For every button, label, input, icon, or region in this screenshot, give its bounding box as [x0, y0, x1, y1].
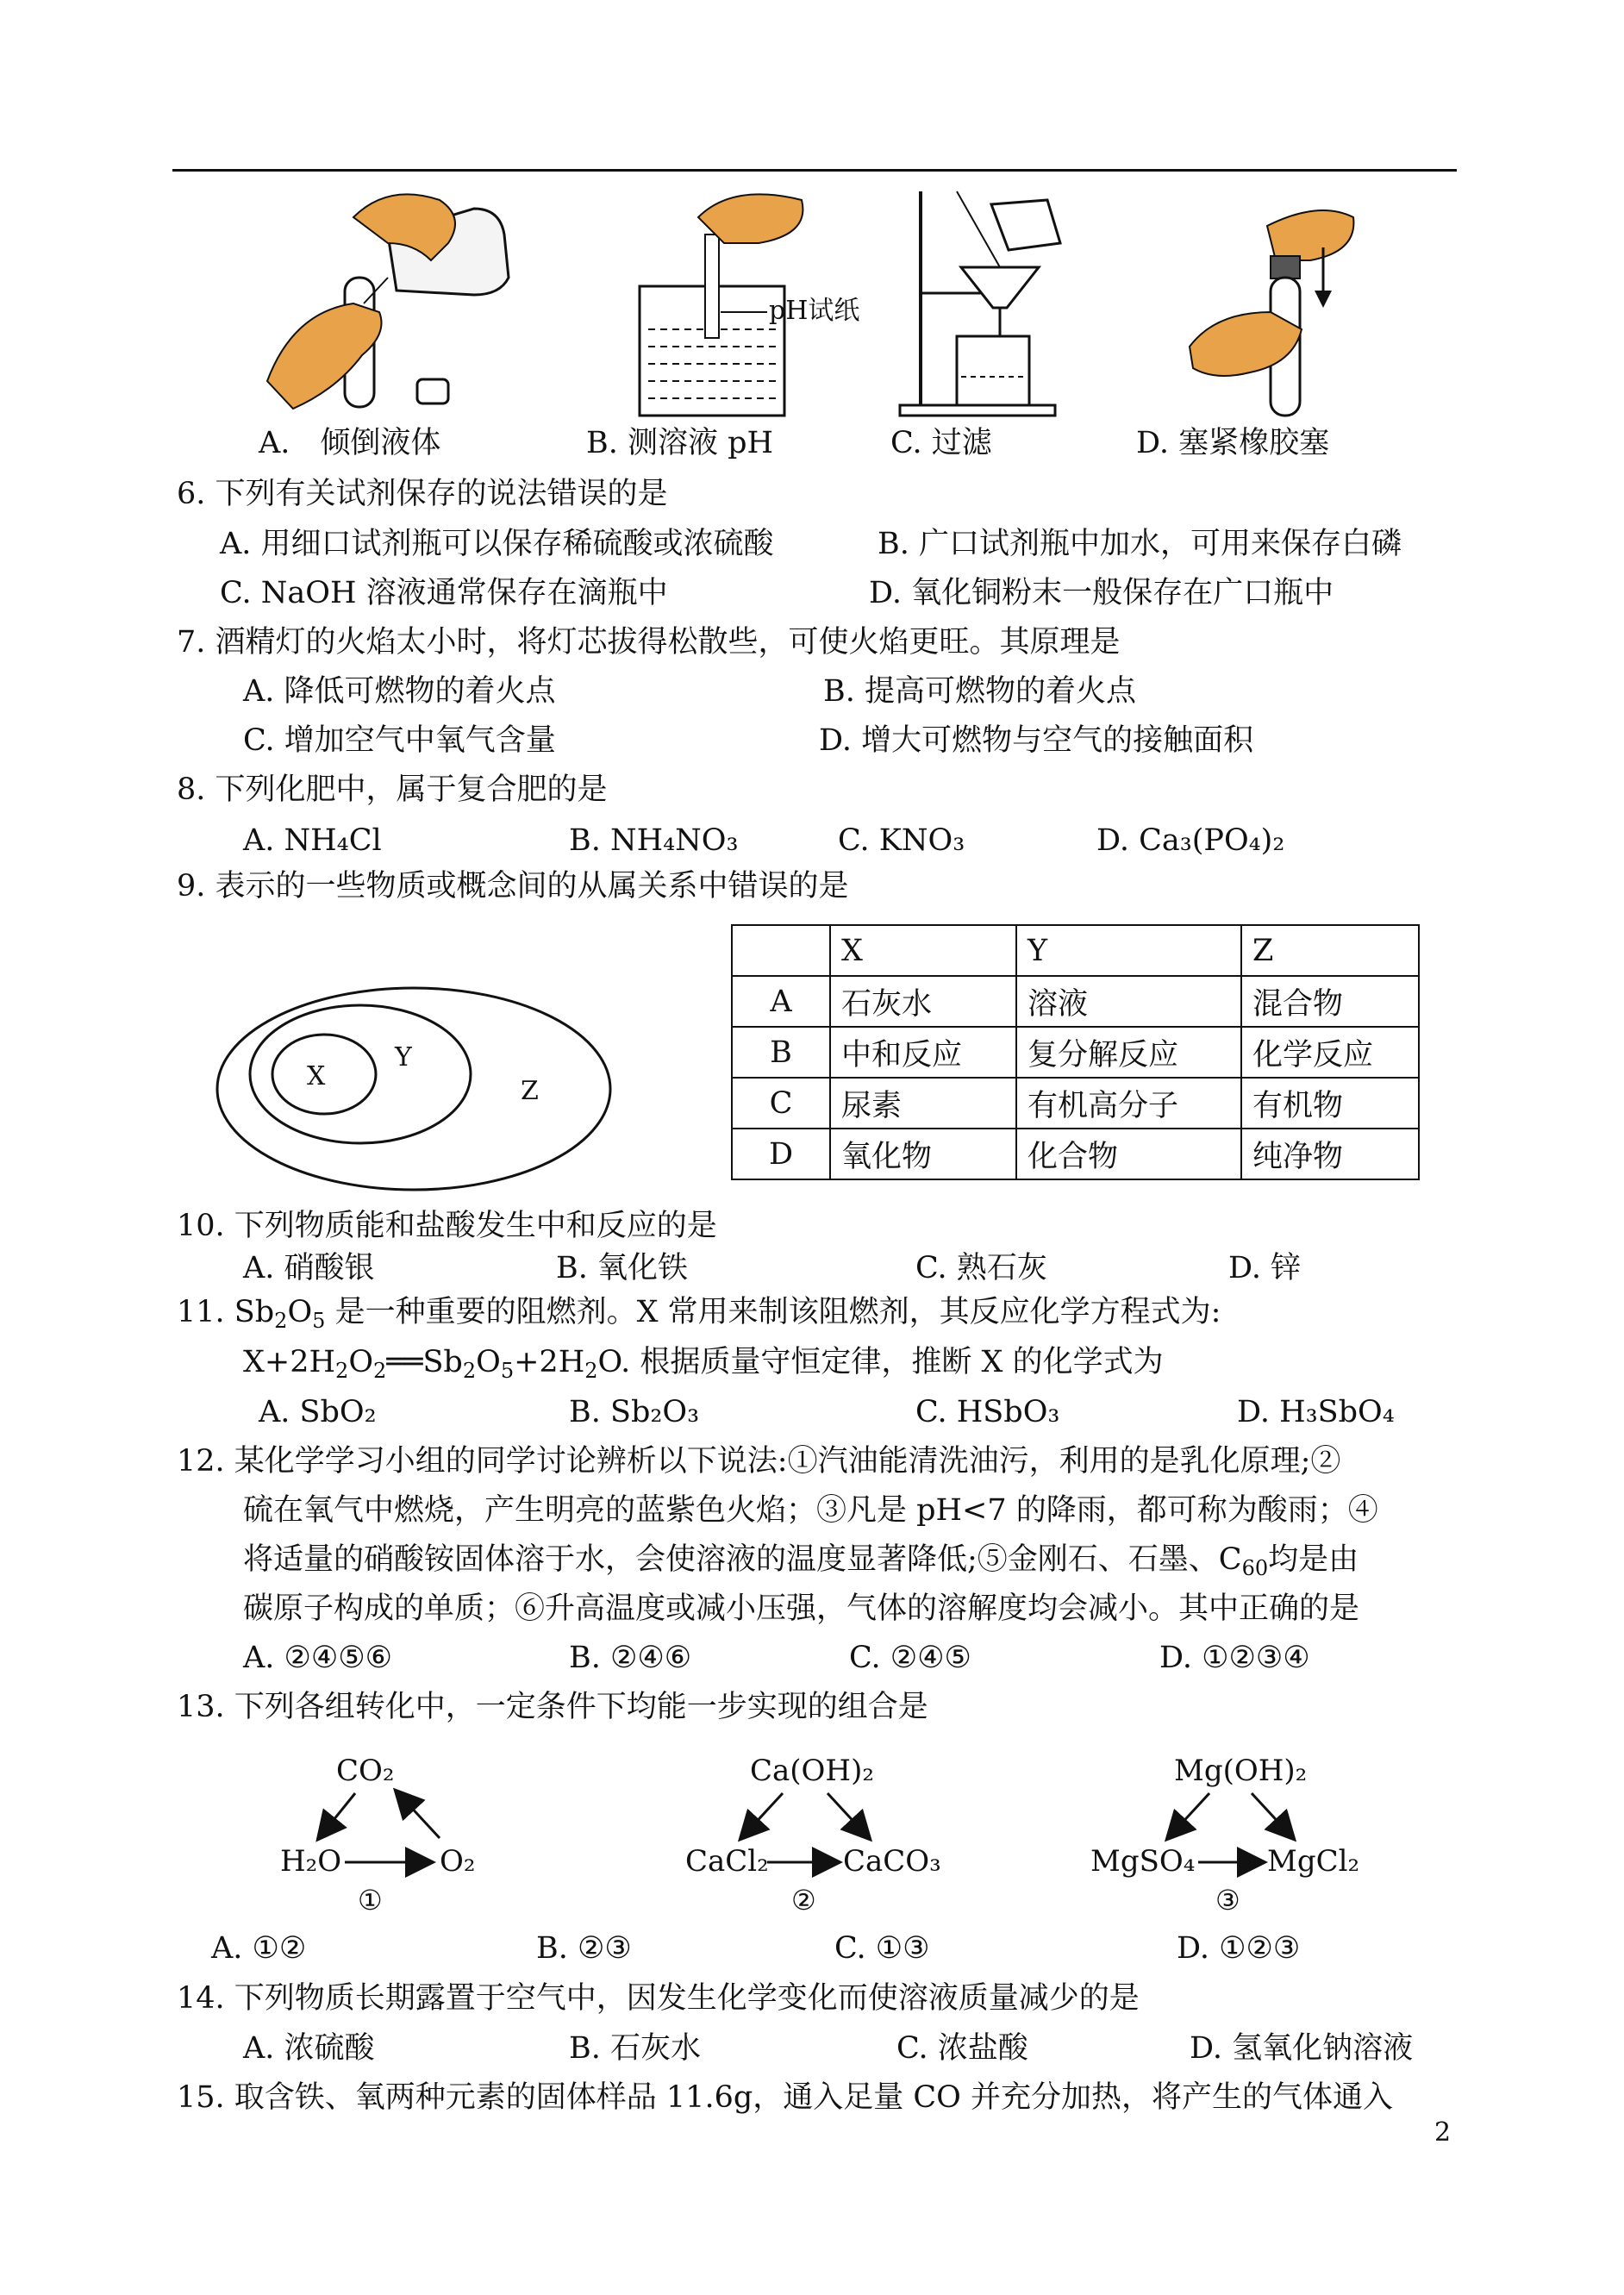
table-cell: 有机物	[1241, 1078, 1419, 1129]
q7-option-d: D. 增大可燃物与空气的接触面积	[819, 723, 1254, 758]
q7-option-a: A. 降低可燃物的着火点	[243, 674, 556, 709]
table-cell: 复分解反应	[1016, 1027, 1241, 1078]
q6-option-b: B. 广口试剂瓶中加水，可用来保存白磷	[878, 527, 1402, 561]
q10-option-a: A. 硝酸银	[243, 1251, 375, 1285]
table-row	[732, 1129, 1419, 1179]
q6-option-c: C. NaOH 溶液通常保存在滴瓶中	[220, 576, 668, 610]
venn-x-label: X	[307, 1061, 326, 1091]
table-cell: X	[830, 925, 1016, 976]
q10-option-d: D. 锌	[1228, 1251, 1302, 1285]
figure-b-caption: B. 测溶液 pH	[586, 426, 774, 460]
table-row	[732, 1078, 1419, 1129]
q6-option-a: A. 用细口试剂瓶可以保存稀硫酸或浓硫酸	[220, 527, 774, 561]
q11-option-d: D. H₃SbO₄	[1237, 1395, 1395, 1429]
q12-line-3-tail: 均是由	[1268, 1542, 1359, 1577]
q12-option-d: D. ①②③④	[1159, 1641, 1310, 1675]
q12-line-2: 硫在氧气中燃烧，产生明亮的蓝紫色火焰；③凡是 pH<7 的降雨，都可称为酸雨；④	[243, 1493, 1378, 1528]
q11-option-b: B. Sb₂O₃	[569, 1395, 700, 1429]
q8-option-d: D. Ca₃(PO₄)₂	[1096, 823, 1285, 858]
q6-stem: 6. 下列有关试剂保存的说法错误的是	[177, 477, 668, 511]
q13-option-c: C. ①③	[834, 1931, 930, 1966]
figure-c-caption: C. 过滤	[890, 426, 992, 460]
q13-option-d: D. ①②③	[1177, 1931, 1301, 1966]
q14-stem: 14. 下列物质长期露置于空气中，因发生化学变化而使溶液质量减少的是	[177, 1981, 1140, 2016]
table-cell: 有机高分子	[1016, 1078, 1241, 1129]
g1-number: ①	[358, 1884, 383, 1917]
filtration-illustration	[896, 183, 1069, 420]
g2-number: ②	[791, 1884, 816, 1917]
table-cell: 氧化物	[830, 1129, 1016, 1179]
stopper-illustration	[1181, 183, 1371, 420]
q12-line-3: 将适量的硝酸铵固体溶于水，会使溶液的温度显著降低;⑤金刚石、石墨、$C_{60}$均是由	[243, 1542, 1359, 1580]
q13-option-b: B. ②③	[536, 1931, 632, 1966]
g3-right: MgCl₂	[1267, 1844, 1360, 1879]
g2-top: Ca(OH)₂	[750, 1754, 874, 1788]
g1-right: O₂	[440, 1844, 476, 1879]
figure-a-caption: A. 倾倒液体	[259, 426, 441, 460]
g3-number: ③	[1215, 1884, 1240, 1917]
q11-option-a: A. SbO₂	[259, 1395, 377, 1429]
table-cell: 混合物	[1241, 976, 1419, 1027]
table-cell	[732, 925, 830, 976]
q10-stem: 10. 下列物质能和盐酸发生中和反应的是	[177, 1209, 717, 1243]
q11-stem: 11. $Sb_2O_5$ 是一种重要的阻燃剂。X 常用来制该阻燃剂，其反应化学方程式为:	[177, 1295, 1221, 1333]
table-cell: 溶液	[1016, 976, 1241, 1027]
q13-option-a: A. ①②	[211, 1931, 307, 1966]
ph-paper-label: pH试纸	[769, 296, 860, 326]
table-cell: C	[732, 1078, 830, 1129]
ph-test-illustration	[629, 183, 888, 420]
venn-z-label: Z	[521, 1076, 539, 1106]
conversion-diagrams	[259, 1742, 1405, 1923]
nested-venn-diagram	[214, 981, 621, 1197]
q8-stem: 8. 下列化肥中，属于复合肥的是	[177, 772, 608, 807]
g3-left: MgSO₄	[1090, 1844, 1196, 1879]
table-cell: 化学反应	[1241, 1027, 1419, 1078]
q15-stem: 15. 取含铁、氧两种元素的固体样品 11.6g，通入足量 CO 并充分加热，将产生的气体通入	[177, 2080, 1393, 2115]
table-cell: B	[732, 1027, 830, 1078]
q8-option-c: C. KNO₃	[838, 823, 965, 858]
table-cell: 石灰水	[830, 976, 1016, 1027]
table-header-row	[732, 925, 1419, 976]
q12-line-4: 碳原子构成的单质；⑥升高温度或减小压强，气体的溶解度均会减小。其中正确的是	[243, 1591, 1360, 1626]
q14-option-c: C. 浓盐酸	[896, 2031, 1028, 2066]
table-cell: 化合物	[1016, 1129, 1241, 1179]
q10-option-c: C. 熟石灰	[915, 1251, 1047, 1285]
classification-table	[731, 924, 1420, 1180]
q12-line-3-text: 将适量的硝酸铵固体溶于水，会使溶液的温度显著降低;⑤金刚石、石墨、C	[243, 1542, 1242, 1577]
figure-d-caption: D. 塞紧橡胶塞	[1136, 426, 1330, 460]
g1-top: CO₂	[336, 1754, 395, 1788]
q11-equation-text: . 根据质量守恒定律，推断 X 的化学式为	[621, 1345, 1164, 1379]
table-cell: Y	[1016, 925, 1241, 976]
page-number: 2	[1434, 2117, 1452, 2148]
q11-stem-text: 是一种重要的阻燃剂。X 常用来制该阻燃剂，其反应化学方程式为:	[334, 1295, 1221, 1329]
q10-option-b: B. 氧化铁	[556, 1251, 688, 1285]
q6-option-d: D. 氧化铜粉末一般保存在广口瓶中	[869, 576, 1334, 610]
q11-option-c: C. HSbO₃	[915, 1395, 1060, 1429]
g1-left: H₂O	[280, 1844, 342, 1879]
g2-left: CaCl₂	[685, 1844, 769, 1879]
table-cell: 纯净物	[1241, 1129, 1419, 1179]
q12-option-a: A. ②④⑤⑥	[243, 1641, 393, 1675]
table-cell: 中和反应	[830, 1027, 1016, 1078]
q12-line-1: 12. 某化学学习小组的同学讨论辨析以下说法:①汽油能清洗油污，利用的是乳化原理;②	[177, 1444, 1341, 1479]
table-cell: 尿素	[830, 1078, 1016, 1129]
table-row	[732, 1027, 1419, 1078]
q11-equation: $X+2H_2O_2══Sb_2O_5+2H_2O$. 根据质量守恒定律，推断 X 的化学式为	[243, 1345, 1164, 1383]
q9-stem: 9. 表示的一些物质或概念间的从属关系中错误的是	[177, 869, 849, 904]
table-row	[732, 976, 1419, 1027]
g2-right: CaCO₃	[843, 1844, 941, 1879]
q13-stem: 13. 下列各组转化中，一定条件下均能一步实现的组合是	[177, 1690, 928, 1724]
table-cell: D	[732, 1129, 830, 1179]
q8-option-b: B. NH₄NO₃	[569, 823, 739, 858]
g3-top: Mg(OH)₂	[1174, 1754, 1308, 1788]
header-rule	[172, 169, 1457, 172]
q7-stem: 7. 酒精灯的火焰太小时，将灯芯拔得松散些，可使火焰更旺。其原理是	[177, 625, 1121, 660]
pouring-liquid-illustration	[259, 183, 526, 420]
venn-y-label: Y	[395, 1042, 412, 1072]
q14-option-d: D. 氢氧化钠溶液	[1190, 2031, 1414, 2066]
q12-option-c: C. ②④⑤	[849, 1641, 971, 1675]
q14-option-a: A. 浓硫酸	[243, 2031, 375, 2066]
q14-option-b: B. 石灰水	[569, 2031, 701, 2066]
q7-option-c: C. 增加空气中氧气含量	[243, 723, 556, 758]
q12-option-b: B. ②④⑥	[569, 1641, 692, 1675]
table-cell: Z	[1241, 925, 1419, 976]
q7-option-b: B. 提高可燃物的着火点	[823, 674, 1136, 709]
q8-option-a: A. NH₄Cl	[243, 823, 382, 858]
table-cell: A	[732, 976, 830, 1027]
